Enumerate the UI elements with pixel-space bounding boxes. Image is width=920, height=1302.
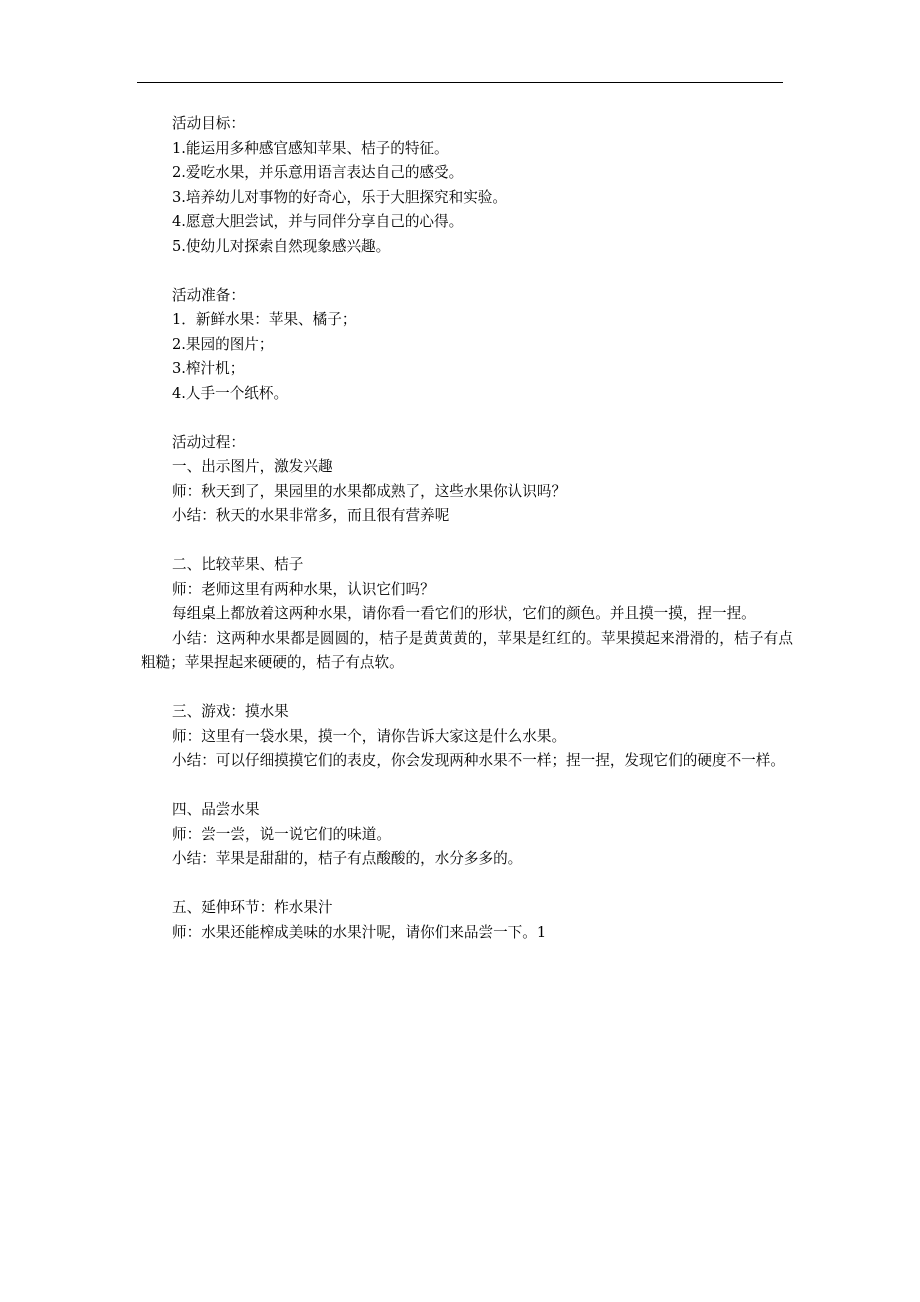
step3-heading: 三、游戏：摸水果 <box>172 703 289 720</box>
document-body <box>141 112 793 945</box>
prep-item: 1．新鲜水果：苹果、橘子； <box>172 311 357 328</box>
step1-teacher: 师：秋天到了，果园里的水果都成熟了，这些水果你认识吗？ <box>172 482 567 500</box>
step2-teacher: 师：老师这里有两种水果，认识它们吗？ <box>172 580 435 598</box>
spacer <box>141 774 793 799</box>
step4-teacher: 师：尝一尝，说一说它们的味道。 <box>172 825 391 843</box>
goals-title: 活动目标： <box>172 115 245 132</box>
goal-item: 5.使幼儿对探索自然现象感兴趣。 <box>172 237 391 255</box>
step2-summary: 小结：这两种水果都是圆圆的，桔子是黄黄黄的，苹果是红红的。苹果摸起来滑滑的，桔子有点粗糙；苹果捏起来硬硬的，桔子有点软。 <box>141 629 793 671</box>
spacer <box>141 529 793 554</box>
prep-item: 2.果园的图片； <box>172 335 274 353</box>
spacer <box>141 676 793 701</box>
spacer <box>141 406 793 431</box>
step1-summary: 小结：秋天的水果非常多，而且很有营养呢 <box>172 507 450 524</box>
prep-title: 活动准备： <box>172 286 245 304</box>
step3-summary: 小结：可以仔细摸摸它们的表皮，你会发现两种水果不一样；捏一捏，发现它们的硬度不一样。 <box>172 752 785 769</box>
spacer <box>141 872 793 897</box>
prep-item: 4.人手一个纸杯。 <box>172 384 289 402</box>
goal-item: 4.愿意大胆尝试，并与同伴分享自己的心得。 <box>172 213 464 230</box>
goal-item: 3.培养幼儿对事物的好奇心，乐于大胆探究和实验。 <box>172 188 507 206</box>
step1-heading: 一、出示图片，激发兴趣 <box>172 458 333 475</box>
step3-teacher: 师：这里有一袋水果，摸一个，请你告诉大家这是什么水果。 <box>172 727 567 745</box>
prep-item: 3.榨汁机； <box>172 360 245 377</box>
process-title: 活动过程： <box>172 433 245 451</box>
header-rule <box>137 82 783 83</box>
step2-paragraph: 每组桌上都放着这两种水果，请你看一看它们的形状，它们的颜色。并且摸一摸，捏一捏。 <box>172 605 756 622</box>
spacer <box>141 259 793 284</box>
step2-heading: 二、比较苹果、桔子 <box>172 556 304 573</box>
step4-heading: 四、品尝水果 <box>172 801 260 818</box>
goal-item: 2.爱吃水果，并乐意用语言表达自己的感受。 <box>172 164 464 181</box>
goal-item: 1.能运用多种感官感知苹果、桔子的特征。 <box>172 139 449 157</box>
step5-heading: 五、延伸环节：柞水果汁 <box>172 899 333 916</box>
step4-summary: 小结：苹果是甜甜的，桔子有点酸酸的，水分多多的。 <box>172 850 523 867</box>
step5-teacher: 师：水果还能榨成美味的水果汁呢，请你们来品尝一下。1 <box>172 923 547 941</box>
